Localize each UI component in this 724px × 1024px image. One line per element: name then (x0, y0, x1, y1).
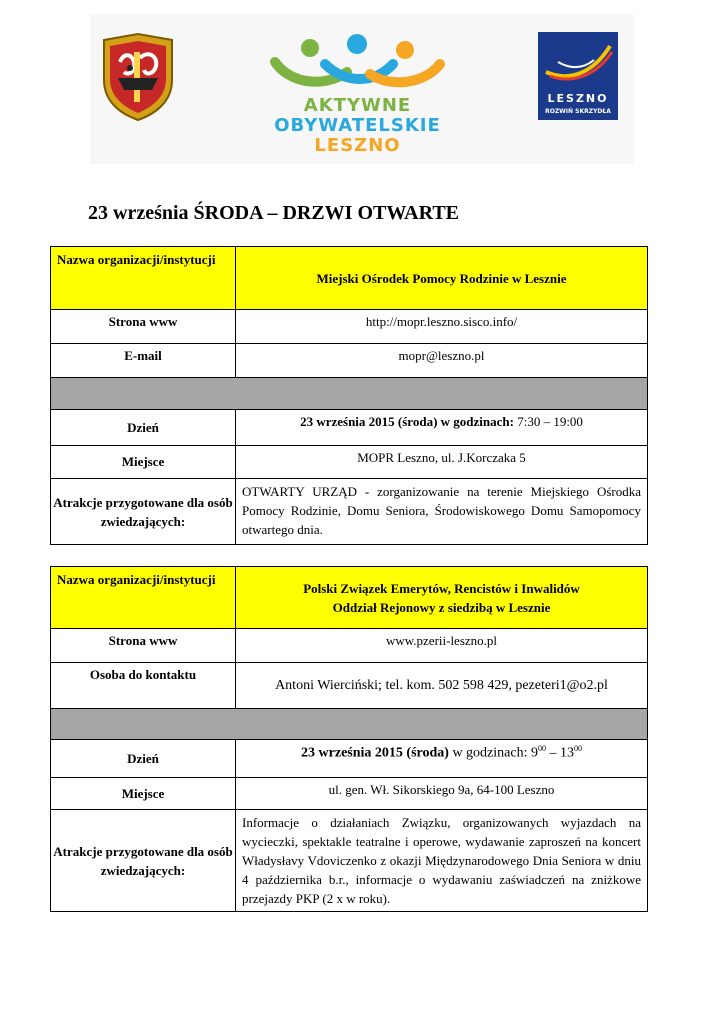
day-row (51, 410, 648, 446)
org-name-row (51, 567, 648, 629)
email-link[interactable]: mopr@leszno.pl (236, 344, 648, 378)
city-crest-icon (100, 32, 176, 122)
day-hours-prefix: w godzinach: 9 (452, 745, 538, 761)
day-value (236, 740, 648, 778)
separator-cell (51, 709, 648, 740)
day-label: Dzień (51, 410, 236, 446)
day-start-minutes: 00 (537, 744, 546, 753)
attractions-value: Informacje o działaniach Związku, organizowanych wyjazdach na wycieczki, spektakle teatralne i operowe, wydawanie zaproszeń na koncert Władysłavy Vdoviczenko z okazji Międzynarodowego Dnia Seniora w dniu 4 października b.r., informacje o wydawaniu zaświadczeń na zniżkowe przejazdy PKP (2 x w roku). (236, 810, 648, 912)
place-value: ul. gen. Wł. Sikorskiego 9a, 64-100 Leszno (236, 778, 648, 810)
www-row (51, 629, 648, 663)
contact-label: Osoba do kontaktu (51, 663, 236, 709)
org-label: Nazwa organizacji/instytucji (51, 567, 236, 629)
www-label: Strona www (51, 310, 236, 344)
logo-line-1: AKTYWNE (303, 95, 412, 116)
leszno-logo-tagline: ROZWIŃ SKRZYDŁA (545, 108, 611, 115)
attractions-row (51, 479, 648, 545)
attractions-row (51, 810, 648, 912)
day-hours-end: – 13 (545, 745, 574, 761)
day-date: 23 września 2015 (środa) (301, 745, 449, 761)
www-link[interactable]: http://mopr.leszno.sisco.info/ (236, 310, 648, 344)
organization-table-2 (50, 566, 648, 912)
attractions-value: OTWARTY URZĄD - zorganizowanie na terenie Miejskiego Ośrodka Pomocy Rodzinie, Domu Seniora, Środowiskowego Domu Samopomocy otwartego dnia. (236, 479, 648, 545)
place-label: Miejsce (51, 446, 236, 479)
day-date: 23 września 2015 (środa) w godzinach: (300, 414, 514, 429)
place-row (51, 778, 648, 810)
aktywne-obywatelskie-logo (255, 34, 460, 164)
org-label: Nazwa organizacji/instytucji (51, 247, 236, 310)
org-name-line-2: Oddział Rejonowy z siedzibą w Lesznie (332, 599, 551, 615)
separator-cell (51, 378, 648, 410)
leszno-city-logo (538, 32, 618, 120)
day-label: Dzień (51, 740, 236, 778)
www-link[interactable]: www.pzerii-leszno.pl (236, 629, 648, 663)
day-row (51, 740, 648, 778)
header-logos (90, 14, 634, 164)
day-hours: 7:30 – 19:00 (517, 414, 583, 429)
attractions-label: Atrakcje przygotowane dla osób zwiedzających: (51, 479, 236, 545)
email-row (51, 344, 648, 378)
contact-value: Antoni Wierciński; tel. kom. 502 598 429, pezeteri1@o2.pl (236, 663, 648, 709)
organization-table-1 (50, 246, 648, 545)
day-value (236, 410, 648, 446)
contact-row (51, 663, 648, 709)
place-row (51, 446, 648, 479)
org-name (236, 567, 648, 629)
page-title: 23 września ŚRODA – DRZWI OTWARTE (88, 202, 459, 224)
day-end-minutes: 00 (573, 744, 582, 753)
separator-row (51, 709, 648, 740)
logo-line-2: OBYWATELSKIE (274, 115, 441, 136)
separator-row (51, 378, 648, 410)
email-label: E-mail (51, 344, 236, 378)
attractions-label: Atrakcje przygotowane dla osób zwiedzających: (51, 810, 236, 912)
org-name: Miejski Ośrodek Pomocy Rodzinie w Lesznie (236, 247, 648, 310)
org-name-line-1: Polski Związek Emerytów, Rencistów i Inwalidów (303, 580, 580, 596)
www-row (51, 310, 648, 344)
place-value: MOPR Leszno, ul. J.Korczaka 5 (236, 446, 648, 479)
place-label: Miejsce (51, 778, 236, 810)
logo-line-3: LESZNO (314, 135, 401, 156)
org-name-row (51, 247, 648, 310)
leszno-logo-name: LESZNO (547, 92, 609, 105)
www-label: Strona www (51, 629, 236, 663)
